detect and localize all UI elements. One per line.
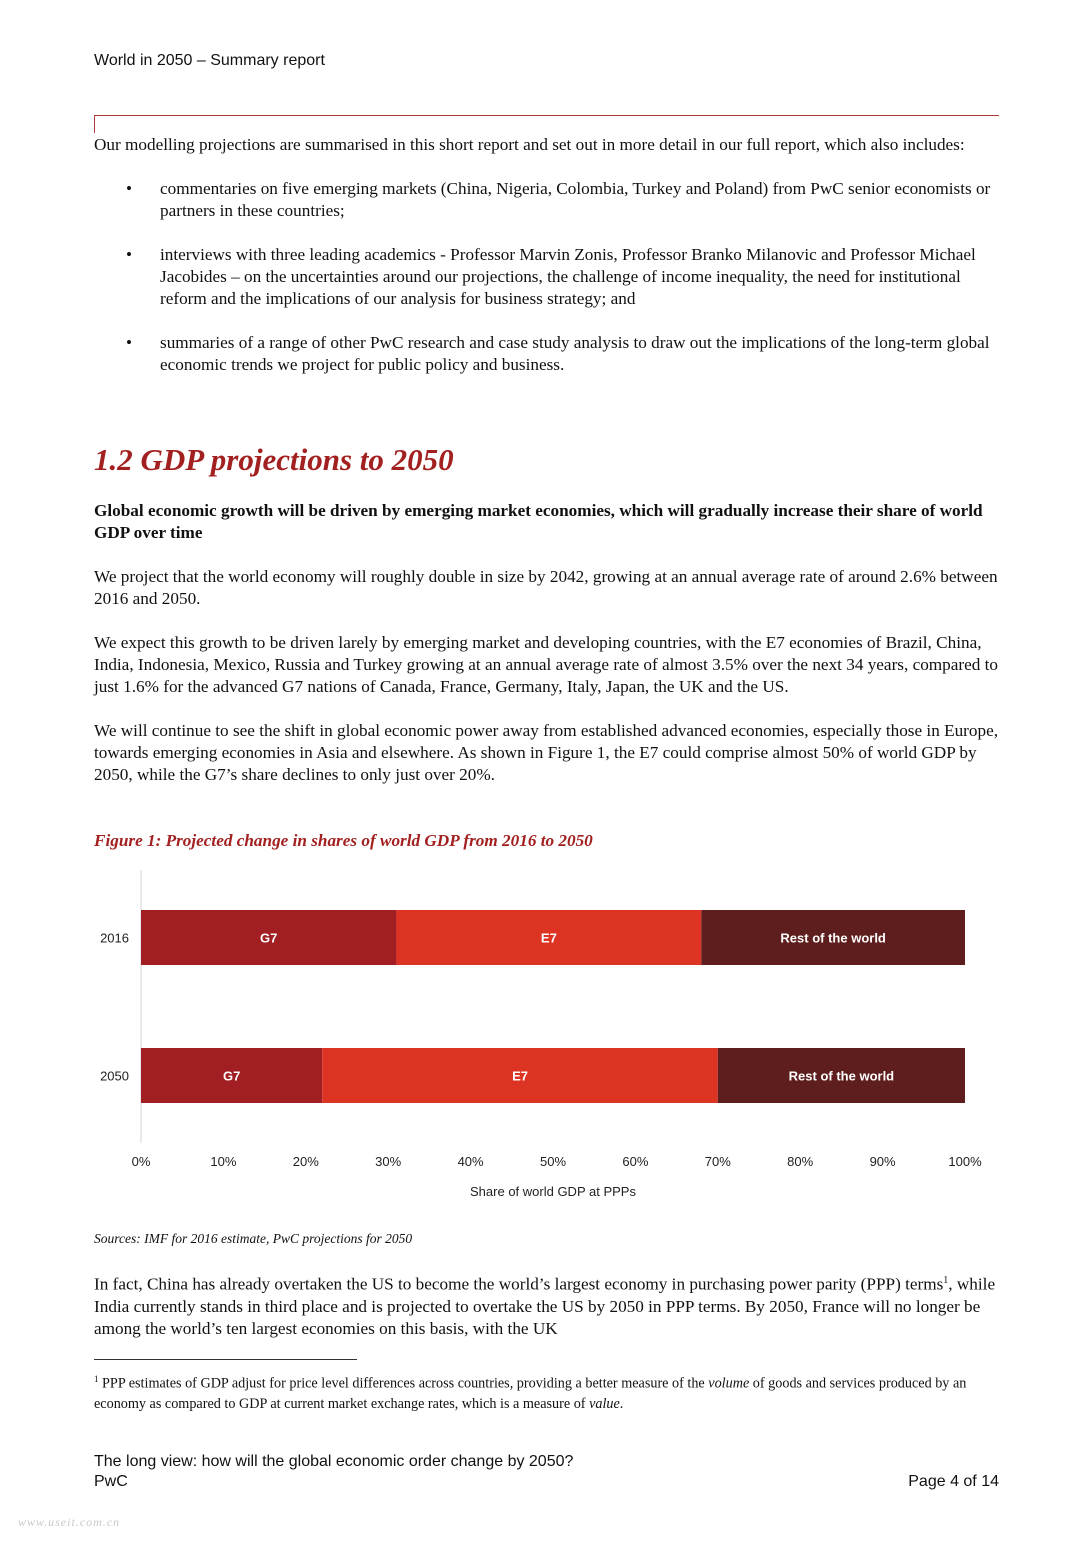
list-item-text: interviews with three leading academics - Professor Marvin Zonis, Professor Branko Milanovic and Professor Michael Jacobides – on the uncertainties around our projections, the challenge of income inequality, the need for institutional reform and the implications of our analysis for business strategy; and	[160, 245, 976, 308]
x-axis-label: Share of world GDP at PPPs	[470, 1184, 636, 1199]
x-tick-label: 40%	[457, 1154, 484, 1169]
intro-paragraph: Our modelling projections are summarised in this short report and set out in more detail in our full report, which also includes:	[94, 135, 965, 154]
page-number: Page 4 of 14	[908, 1473, 999, 1490]
x-tick-label: 10%	[210, 1154, 237, 1169]
bullet-icon: •	[126, 245, 133, 264]
header-rule	[94, 115, 999, 116]
footnote-emphasis: volume	[708, 1375, 750, 1392]
list-item-text: commentaries on five emerging markets (China, Nigeria, Colombia, Turkey and Poland) from PwC senior economists or partners in these countries;	[160, 179, 991, 220]
segment-label: G7	[260, 930, 278, 946]
figure-caption: Figure 1: Projected change in shares of world GDP from 2016 to 2050	[94, 831, 593, 850]
segment-label: G7	[222, 1068, 241, 1084]
footnote-text: PPP estimates of GDP adjust for price level differences across countries, providing a better measure of the	[98, 1375, 709, 1392]
segment-label: E7	[540, 930, 557, 946]
list-item	[94, 178, 999, 222]
segment-label: E7	[512, 1068, 528, 1084]
category-label: 2016	[100, 930, 129, 946]
x-tick-label: 30%	[375, 1154, 402, 1169]
segment-label: Rest of the world	[780, 930, 886, 946]
list-item-text: summaries of a range of other PwC research and case study analysis to draw out the implications of the long-term global economic trends we project for public policy and business.	[160, 333, 990, 374]
list-item	[94, 332, 999, 376]
running-header: World in 2050 – Summary report	[94, 52, 325, 69]
x-tick-label: 80%	[787, 1154, 814, 1169]
footer-org: PwC	[94, 1473, 128, 1490]
footnote-text: of goods and services produced by an economy as compared to GDP at current market exchange rates, which is a measure of	[94, 1375, 967, 1412]
body-paragraph: We expect this growth to be driven larely by emerging market and developing countries, with the E7 economies of Brazil, China, India, Indonesia, Mexico, Russia and Turkey growing at an annual average rate of almost 3.5% over the next 34 years, compared to just 1.6% for the advanced G7 nations of Canada, France, Germany, Italy, Japan, the UK and the US.	[94, 633, 998, 696]
x-tick-label: 70%	[704, 1154, 731, 1169]
section-body	[94, 566, 999, 808]
footnote	[94, 1369, 999, 1414]
x-tick-label: 20%	[292, 1154, 319, 1169]
bullet-icon: •	[126, 179, 133, 198]
footnote-rule	[94, 1359, 357, 1360]
body-paragraph	[94, 1270, 999, 1340]
footer-title: The long view: how will the global economic order change by 2050?	[94, 1453, 574, 1470]
bullet-icon: •	[126, 333, 133, 352]
x-tick-label: 50%	[539, 1154, 567, 1169]
section-subhead: Global economic growth will be driven by emerging market economies, which will gradually increase their share of world GDP over time	[94, 501, 983, 542]
category-label: 2050	[100, 1068, 129, 1084]
watermark: www.useit.com.cn	[18, 1515, 121, 1529]
intro-block	[94, 134, 999, 398]
x-tick-label: 100%	[948, 1154, 982, 1169]
figure-sources: Sources: IMF for 2016 estimate, PwC projections for 2050	[94, 1231, 413, 1246]
body-paragraph: We will continue to see the shift in global economic power away from established advanced economies, especially those in Europe, towards emerging economies in Asia and elsewhere. As shown in Figure 1, the E7 could comprise almost 50% of world GDP by 2050, while the G7’s share declines to only just over 20%.	[94, 721, 999, 784]
x-tick-label: 60%	[622, 1154, 649, 1169]
x-tick-label: 90%	[869, 1154, 896, 1169]
paragraph-text: , while India currently stands in third place and is projected to overtake the US by 2050 in PPP terms. By 2050, France will no longer be among the world’s ten largest economies on this basis, with the UK	[94, 1274, 996, 1338]
list-item	[94, 244, 999, 310]
footnote-ref[interactable]: 1	[943, 1275, 949, 1286]
x-tick-label: 0%	[131, 1154, 151, 1169]
footnote-emphasis: value	[589, 1395, 620, 1412]
paragraph-text: In fact, China has already overtaken the US to become the world’s largest economy in purchasing power parity (PPP) terms	[94, 1274, 944, 1294]
body-paragraph: We project that the world economy will roughly double in size by 2042, growing at an annual average rate of around 2.6% between 2016 and 2050.	[94, 567, 998, 608]
header-rule-tick	[94, 115, 95, 133]
gdp-share-chart	[80, 860, 1010, 1220]
footnote-number: 1	[94, 1374, 99, 1384]
footnote-text: .	[619, 1395, 624, 1412]
segment-label: Rest of the world	[788, 1068, 895, 1084]
intro-bullet-list	[94, 178, 999, 376]
section-title: 1.2 GDP projections to 2050	[94, 442, 454, 477]
